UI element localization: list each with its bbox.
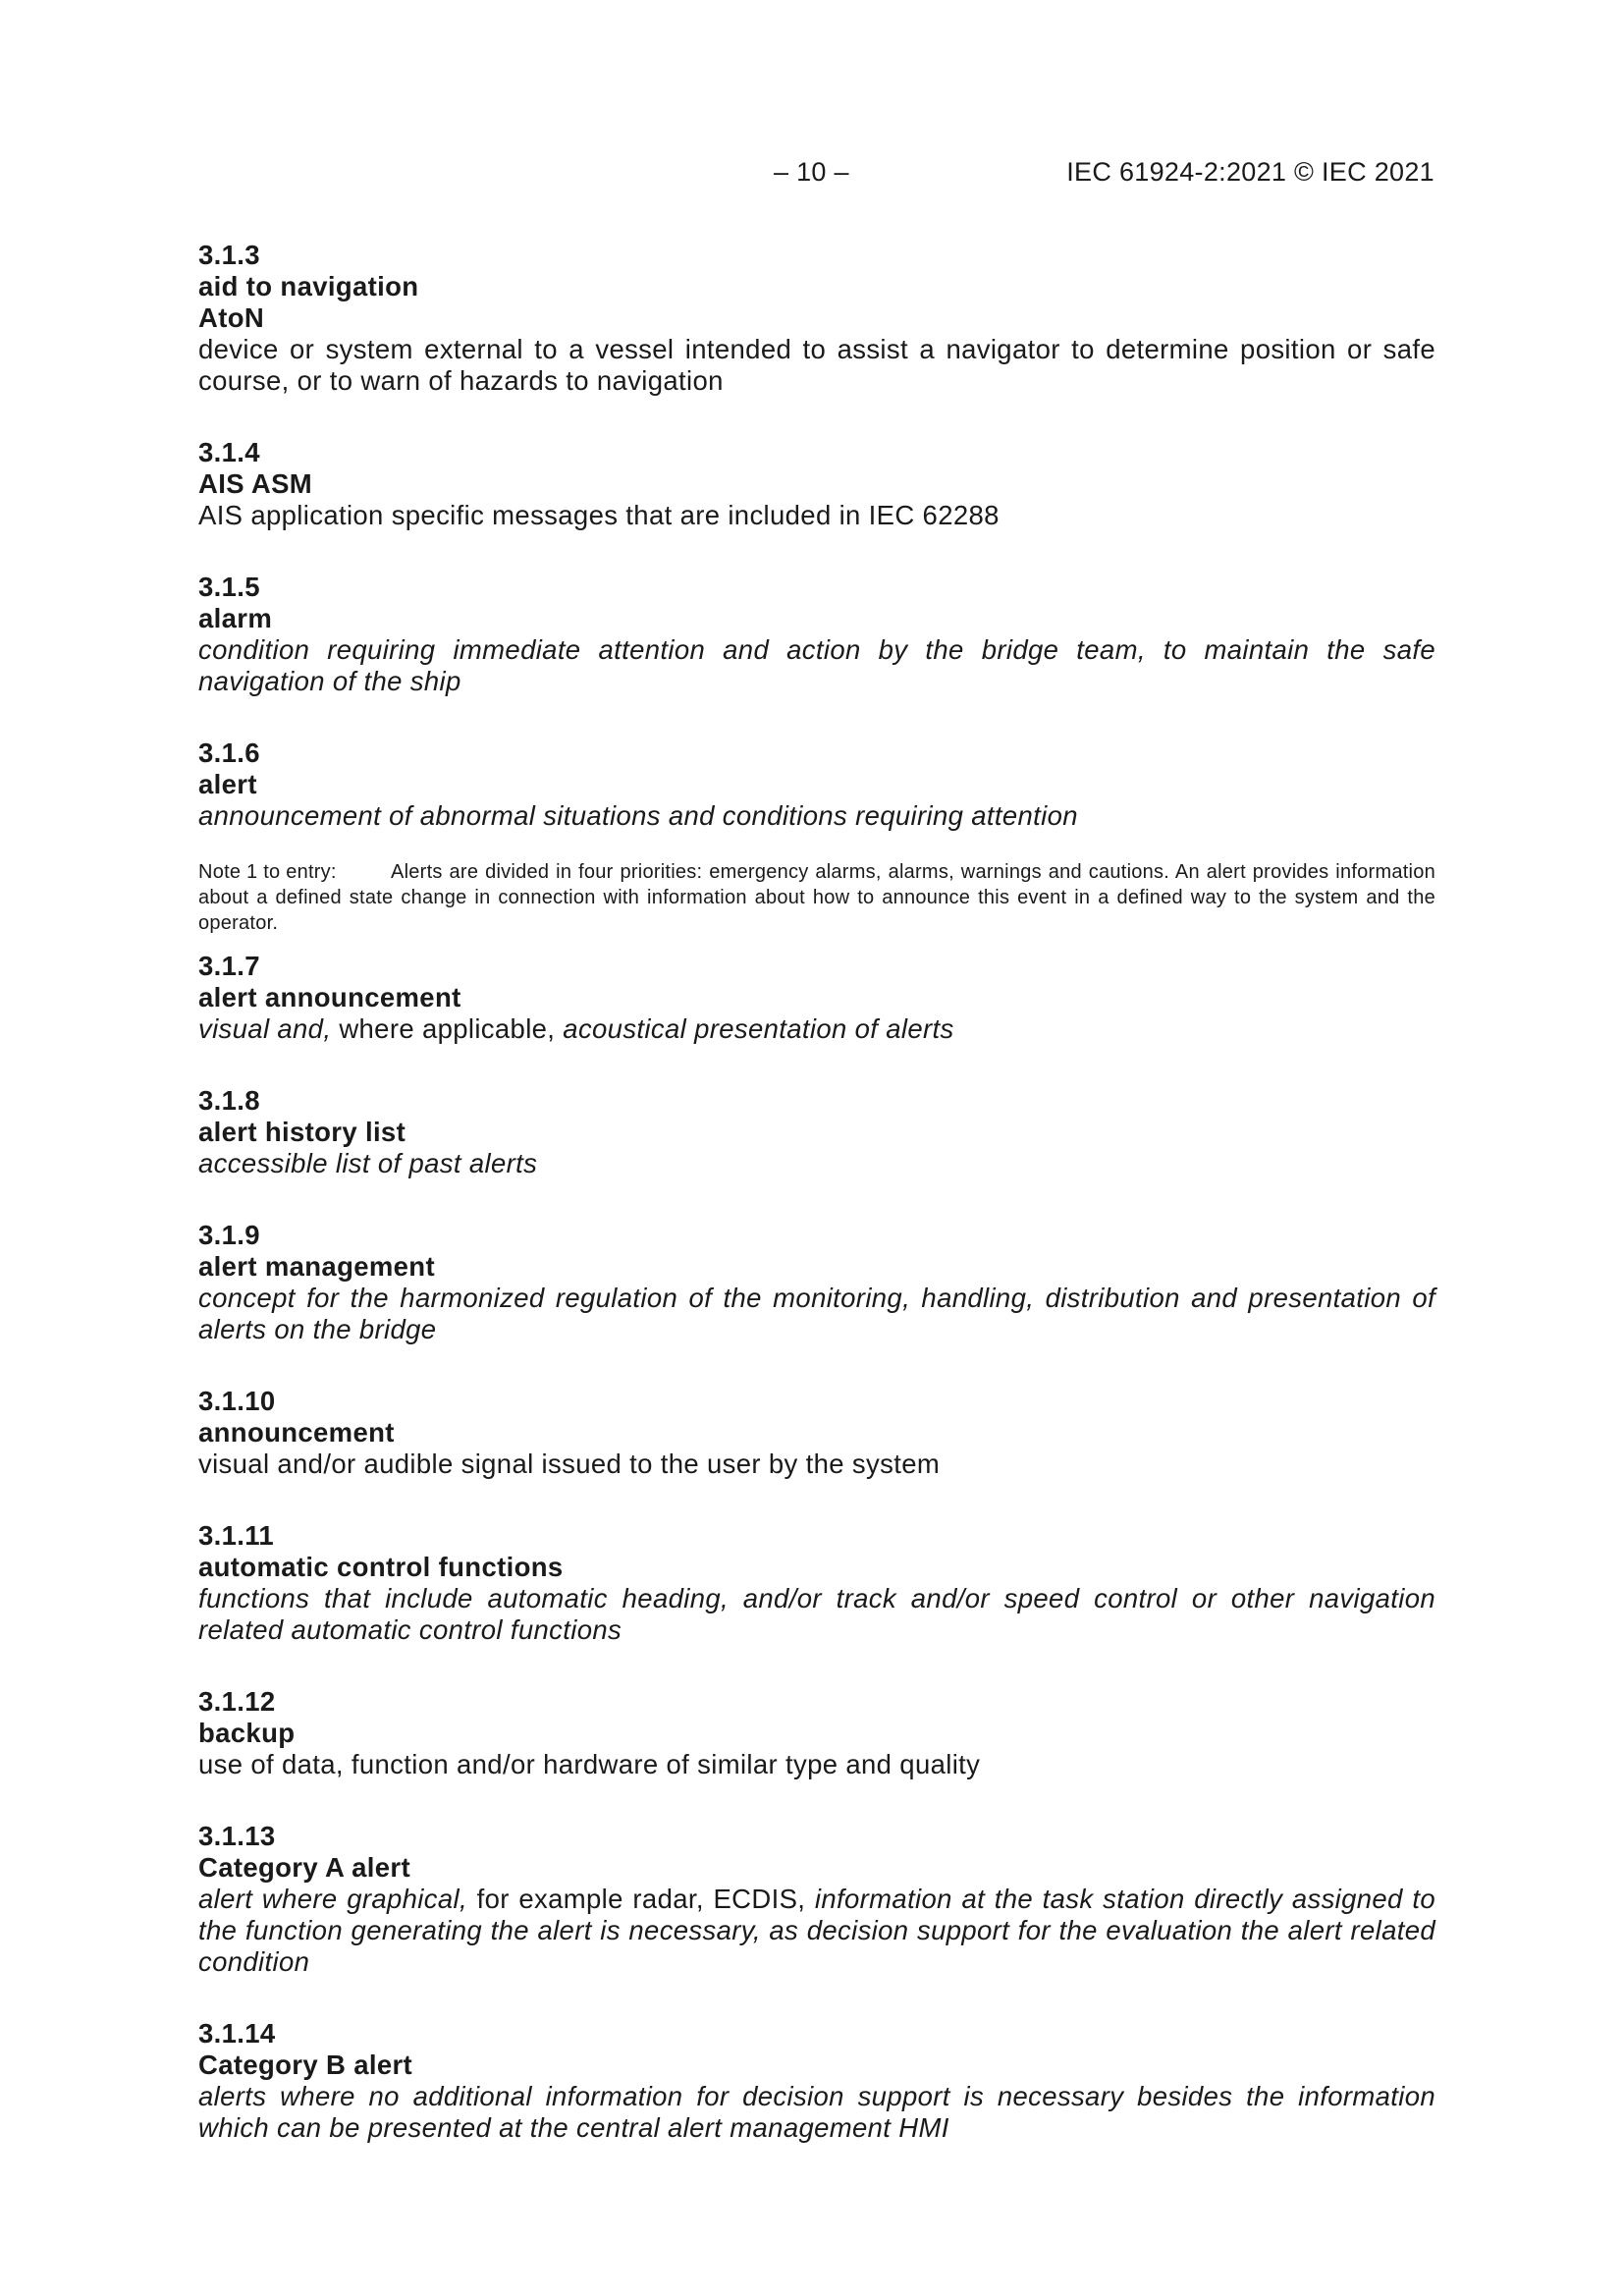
term-definition: device or system external to a vessel intended to assist a navigator to determine position or safe course, or to warn of hazards to navigation [198, 334, 1435, 396]
term-definition: concept for the harmonized regulation of the monitoring, handling, distribution and presentation of alerts on the bridge [198, 1283, 1435, 1344]
term-entry [198, 572, 1435, 697]
term-entry [198, 2018, 1435, 2144]
definition-upright-part: for example radar, ECDIS, [466, 1884, 815, 1914]
term-name: alert management [198, 1251, 435, 1282]
term-definition: functions that include automatic heading, and/or track and/or speed control or other navigation related automatic control functions [198, 1583, 1435, 1645]
term-abbreviation: AtoN [198, 302, 265, 333]
note-to-entry [198, 859, 1435, 936]
definition-italic-part: acoustical presentation of alerts [563, 1013, 954, 1044]
term-name: alert [198, 769, 257, 799]
term-entry [198, 1520, 1435, 1646]
term-name: alarm [198, 603, 273, 633]
term-number: 3.1.10 [198, 1386, 276, 1416]
term-name: alert history list [198, 1117, 406, 1147]
term-entry [198, 240, 1435, 397]
term-definition: use of data, function and/or hardware of similar type and quality [198, 1749, 981, 1779]
definition-italic-part: alert where graphical, [198, 1884, 467, 1914]
term-name: Category B alert [198, 2050, 413, 2080]
term-definition [198, 1013, 1435, 1045]
term-name: automatic control functions [198, 1552, 564, 1582]
note-label: Note 1 to entry: [198, 861, 337, 883]
term-name: aid to navigation [198, 271, 419, 301]
term-definition: alerts where no additional information for decision support is necessary besides the information which can be presented at the central alert management HMI [198, 2081, 1435, 2143]
definition-italic-part: information at the task station directly assigned to the function generating the alert is necessary, as decision support for the evaluation the alert related condition [198, 1884, 1435, 1977]
term-number: 3.1.14 [198, 2018, 276, 2049]
term-name: alert announcement [198, 982, 461, 1012]
page-number: – 10 – [774, 157, 849, 187]
term-definition: visual and/or audible signal issued to the user by the system [198, 1449, 941, 1479]
term-definition [198, 1884, 1435, 1978]
term-name: announcement [198, 1417, 395, 1448]
term-number: 3.1.8 [198, 1085, 260, 1116]
term-entry [198, 437, 1435, 531]
term-number: 3.1.9 [198, 1220, 260, 1250]
term-number: 3.1.4 [198, 437, 260, 467]
term-definition: condition requiring immediate attention and action by the bridge team, to maintain the safe navigation of the ship [198, 634, 1435, 696]
definition-italic-part: visual and, [198, 1013, 332, 1044]
term-number: 3.1.5 [198, 572, 260, 602]
term-entry [198, 951, 1435, 1045]
term-name: Category A alert [198, 1852, 410, 1883]
term-entry [198, 1821, 1435, 1978]
terms-and-definitions [198, 240, 1435, 2144]
term-number: 3.1.7 [198, 951, 260, 981]
term-definition: announcement of abnormal situations and conditions requiring attention [198, 800, 1078, 831]
term-entry [198, 738, 1435, 832]
term-name: backup [198, 1718, 296, 1748]
note-text: Alerts are divided in four priorities: emergency alarms, alarms, warnings and cautions. An alert provides information about a defined state change in connection with information about how to announce this event in a defined way to the system and the operator. [198, 861, 1435, 934]
term-definition: AIS application specific messages that are included in IEC 62288 [198, 500, 1000, 530]
term-number: 3.1.11 [198, 1520, 275, 1551]
definition-upright-part: where applicable, [331, 1013, 564, 1044]
term-number: 3.1.12 [198, 1686, 276, 1717]
term-name: AIS ASM [198, 468, 313, 499]
term-definition: accessible list of past alerts [198, 1148, 538, 1178]
term-entry [198, 1085, 1435, 1179]
document-identifier: IEC 61924-2:2021 © IEC 2021 [1066, 157, 1434, 187]
term-entry [198, 1386, 1435, 1480]
page-header [0, 157, 1623, 196]
term-entry [198, 1220, 1435, 1345]
term-number: 3.1.13 [198, 1821, 276, 1851]
term-number: 3.1.3 [198, 240, 260, 270]
term-number: 3.1.6 [198, 738, 260, 768]
term-entry [198, 1686, 1435, 1780]
